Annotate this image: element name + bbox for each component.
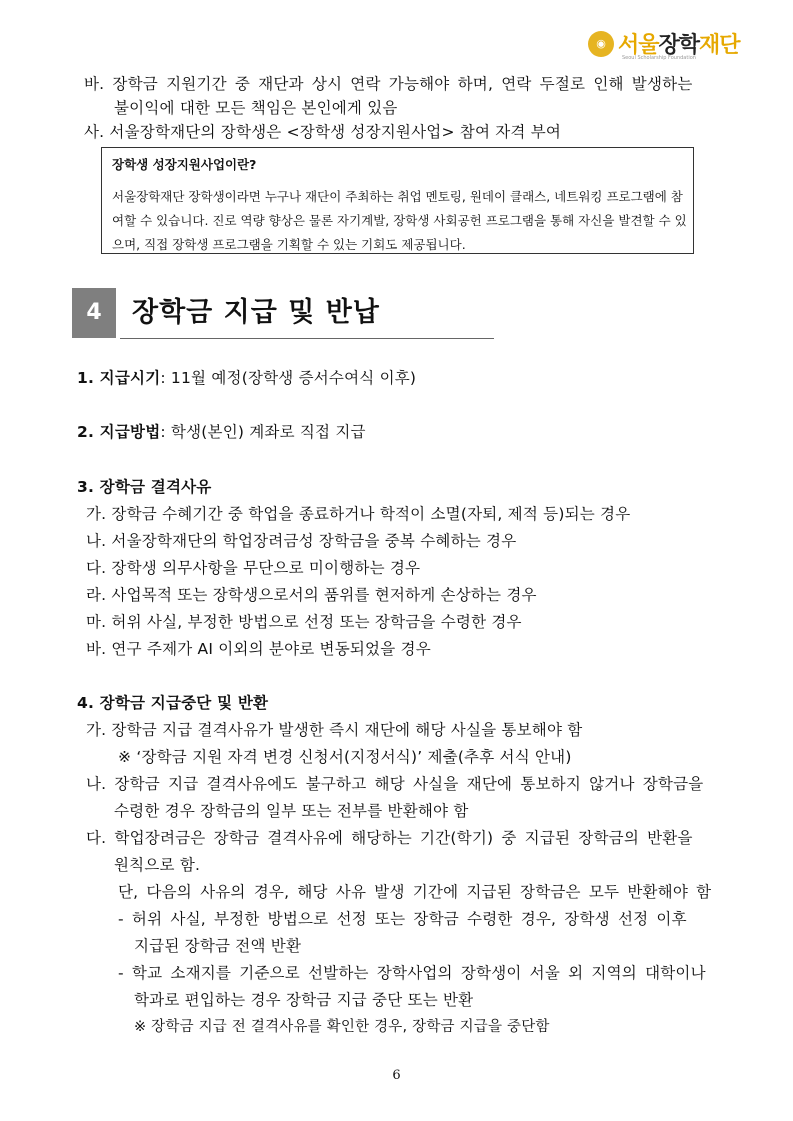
list-item: 바. 연구 주제가 AI 이외의 분야로 변동되었을 경우 [86, 640, 431, 658]
list-item: 가. 장학금 지급 결격사유가 발생한 즉시 재단에 해당 사실을 통보해야 함 [86, 721, 583, 739]
page-number: 6 [392, 1068, 401, 1083]
logo-emblem-icon: ◉ [588, 31, 614, 57]
info-box-title: 장학생 성장지원사업이란? [112, 157, 257, 172]
exception-line: 단, 다음의 사유의 경우, 해당 사유 발생 기간에 지급된 장학금은 모두 반환해야 함 [118, 883, 712, 901]
section-title: 장학금 지급 및 반납 [132, 297, 380, 328]
item-ba-cont: 불이익에 대한 모든 책임은 본인에게 있음 [114, 99, 398, 117]
exception-item: - 학교 소재지를 기준으로 선발하는 장학사업의 장학생이 서울 외 지역의 대학이나 [118, 964, 706, 982]
list-item: 다. 학업장려금은 장학금 결격사유에 해당하는 기간(학기) 중 지급된 장학금의 반환을 [86, 829, 693, 847]
list-item: 마. 허위 사실, 부정한 방법으로 선정 또는 장학금을 수령한 경우 [86, 613, 522, 631]
list-item: 나. 장학금 지급 결격사유에도 불구하고 해당 사실을 재단에 통보하지 않거나 장학금을 [86, 775, 704, 793]
logo-subtext: Seoul Scholarship Foundation [622, 55, 696, 61]
list-item: 라. 사업목적 또는 장학생으로서의 품위를 현저하게 손상하는 경우 [86, 586, 537, 604]
payment-method [77, 419, 366, 445]
item-ba: 바. 장학금 지원기간 중 재단과 상시 연락 가능해야 하며, 연락 두절로 인해 발생하는 [84, 75, 693, 93]
item-sa: 사. 서울장학재단의 장학생은 <장학생 성장지원사업> 참여 자격 부여 [84, 123, 562, 141]
list-item-cont: 수령한 경우 장학금의 일부 또는 전부를 반환해야 함 [114, 802, 469, 820]
list-item: 다. 장학생 의무사항을 무단으로 미이행하는 경우 [86, 559, 421, 577]
info-box-body: 서울장학재단 장학생이라면 누구나 재단이 주최하는 취업 멘토링, 원데이 클래스, 네트워킹 프로그램에 참여할 수 있습니다. 진로 역량 향상은 물론 자기계발, 장학생 사회공헌 프로그램을 통해 자신을 발견할 수 있으며, 직접 장학생 프로그램을 기획할 수 있는 기회도 제공됩니다. [112, 189, 687, 252]
list-item: 나. 서울장학재단의 학업장려금성 장학금을 중복 수혜하는 경우 [86, 532, 517, 550]
exception-item-cont: 학과로 편입하는 경우 장학금 지급 중단 또는 반환 [134, 991, 474, 1009]
payment-method-value: : 학생(본인) 계좌로 직접 지급 [160, 423, 366, 441]
list-item-cont: 원칙으로 함. [114, 856, 201, 874]
exception-item: - 허위 사실, 부정한 방법으로 선정 또는 장학금 수령한 경우, 장학생 선정 이후 [118, 910, 687, 928]
exception-item-cont: 지급된 장학금 전액 반환 [134, 937, 302, 955]
logo-wordmark: 서울장학재단 [618, 33, 740, 58]
payment-timing-label: 1. 지급시기 [77, 369, 161, 387]
list-item: 가. 장학금 수혜기간 중 학업을 종료하거나 학적이 소멸(자퇴, 제적 등)되는 경우 [86, 505, 631, 523]
section-rule [120, 338, 494, 339]
payment-timing-value: : 11월 예정(장학생 증서수여식 이후) [160, 369, 417, 387]
info-box [101, 147, 694, 254]
foundation-logo [588, 28, 738, 64]
suspension-heading: 4. 장학금 지급중단 및 반환 [77, 694, 269, 712]
note-line: ※ 장학금 지급 전 결격사유를 확인한 경우, 장학금 지급을 중단함 [134, 1019, 550, 1035]
note-line: ※ ‘장학금 지원 자격 변경 신청서(지정서식)’ 제출(추후 서식 안내) [118, 748, 572, 766]
payment-method-label: 2. 지급방법 [77, 423, 161, 441]
disqualification-heading: 3. 장학금 결격사유 [77, 478, 212, 496]
section-number: 4 [72, 288, 116, 338]
payment-timing [77, 365, 416, 391]
